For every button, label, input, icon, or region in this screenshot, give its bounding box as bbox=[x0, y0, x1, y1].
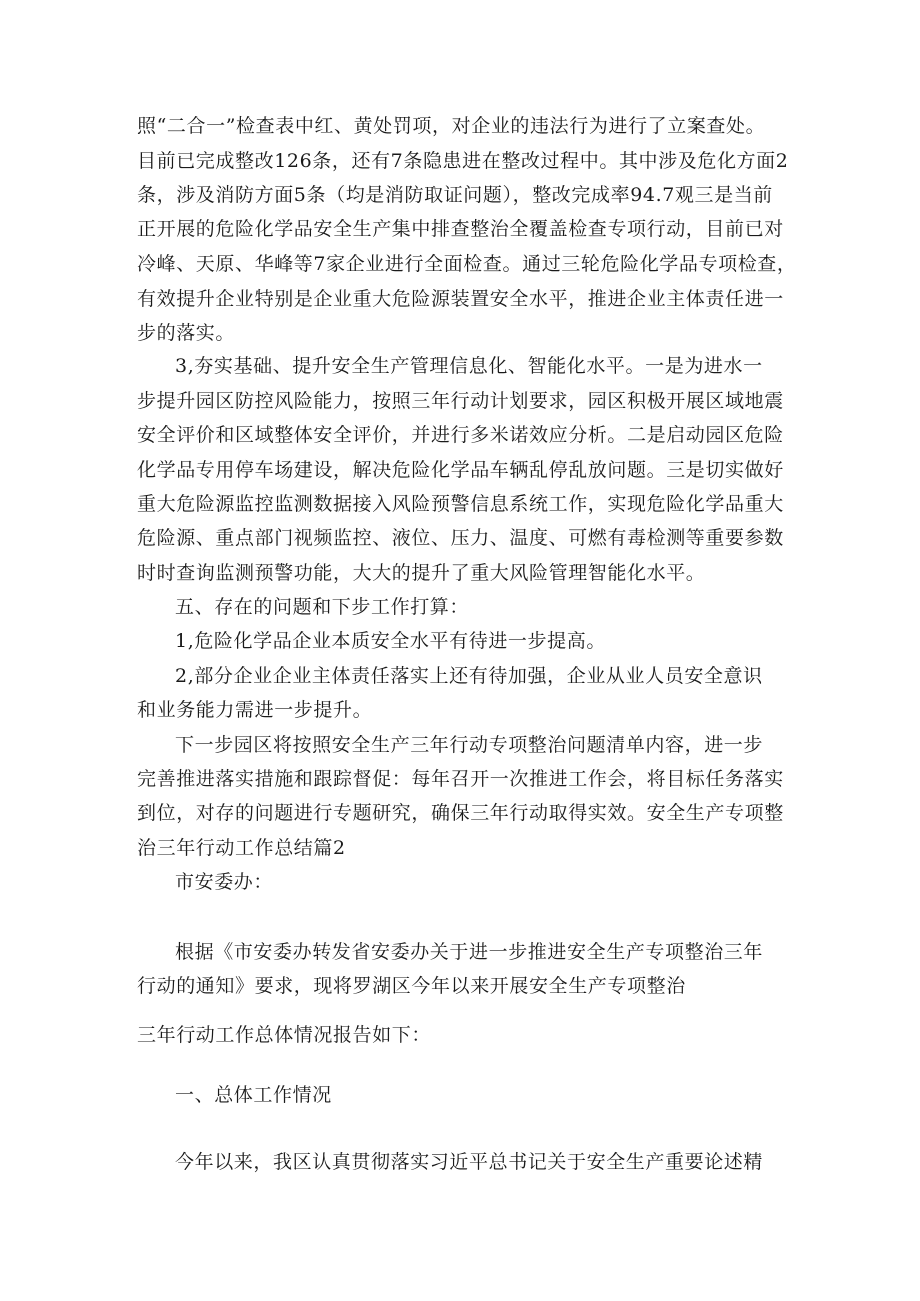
text-line: 条，涉及消防方面5条（均是消防取证问题），整改完成率94.7观三是当前 bbox=[137, 184, 773, 206]
text-line: 安全评价和区域整体安全评价，并进行多米诺效应分析。二是启动园区危险 bbox=[137, 424, 784, 446]
text-line: 目前已完成整改126条，还有7条隐患进在整改过程中。其中涉及危化方面2 bbox=[137, 150, 789, 172]
section-heading: 五、存在的问题和下步工作打算： bbox=[175, 596, 470, 618]
text-line: 完善推进落实措施和跟踪督促：每年召开一次推进工作会，将目标任务落实 bbox=[137, 768, 784, 790]
text-line: 化学品专用停车场建设，解决危险化学品车辆乱停乱放问题。三是切实做好 bbox=[137, 459, 784, 481]
text-line: 时时查询监测预警功能，大大的提升了重大风险管理智能化水平。 bbox=[137, 562, 706, 584]
text-line: 照“二合一”检查表中红、黄处罚项，对企业的违法行为进行了立案查处。 bbox=[137, 115, 766, 137]
text-line: 有效提升企业特别是企业重大危险源装置安全水平，推进企业主体责任进一 bbox=[137, 288, 784, 310]
text-line: 危险源、重点部门视频监控、液位、压力、温度、可燃有毒检测等重要参数 bbox=[137, 527, 784, 549]
paragraph-start: 今年以来，我区认真贯彻落实习近平总书记关于安全生产重要论述精 bbox=[175, 1151, 764, 1173]
addressee: 市安委办： bbox=[175, 871, 274, 893]
paragraph-start: 根据《市安委办转发省安委办关于进一步推进安全生产专项整治三年 bbox=[175, 941, 764, 963]
text-line: 冷峰、天原、华峰等7家企业进行全面检查。通过三轮危险化学品专项检查， bbox=[137, 253, 797, 275]
text-line: 步的落实。 bbox=[137, 322, 236, 344]
text-line: 行动的通知》要求，现将罗湖区今年以来开展安全生产专项整治 bbox=[137, 975, 686, 997]
text-line: 到位，对存的问题进行专题研究，确保三年行动取得实效。安全生产专项整 bbox=[137, 802, 784, 824]
text-line: 步提升园区防控风险能力，按照三年行动计划要求，园区积极开展区域地震 bbox=[137, 390, 784, 412]
text-line: 治三年行动工作总结篇2 bbox=[137, 837, 346, 859]
list-item: 1,危险化学品企业本质安全水平有待进一步提高。 bbox=[175, 630, 606, 652]
section-heading: 一、总体工作情况 bbox=[175, 1084, 332, 1106]
text-line: 重大危险源监控监测数据接入风险预警信息系统工作，实现危险化学品重大 bbox=[137, 493, 784, 515]
paragraph-start: 下一步园区将按照安全生产三年行动专项整治问题清单内容，进一步 bbox=[175, 734, 764, 756]
paragraph-start: 3,夯实基础、提升安全生产管理信息化、智能化水平。一是为进水一 bbox=[175, 355, 763, 377]
text-line: 正开展的危险化学品安全生产集中排查整治全覆盖检查专项行动，目前已对 bbox=[137, 218, 784, 240]
list-item: 2,部分企业企业主体责任落实上还有待加强，企业从业人员安全意识 bbox=[175, 665, 763, 687]
text-line: 三年行动工作总体情况报告如下： bbox=[137, 1024, 432, 1046]
text-line: 和业务能力需进一步提升。 bbox=[137, 699, 373, 721]
